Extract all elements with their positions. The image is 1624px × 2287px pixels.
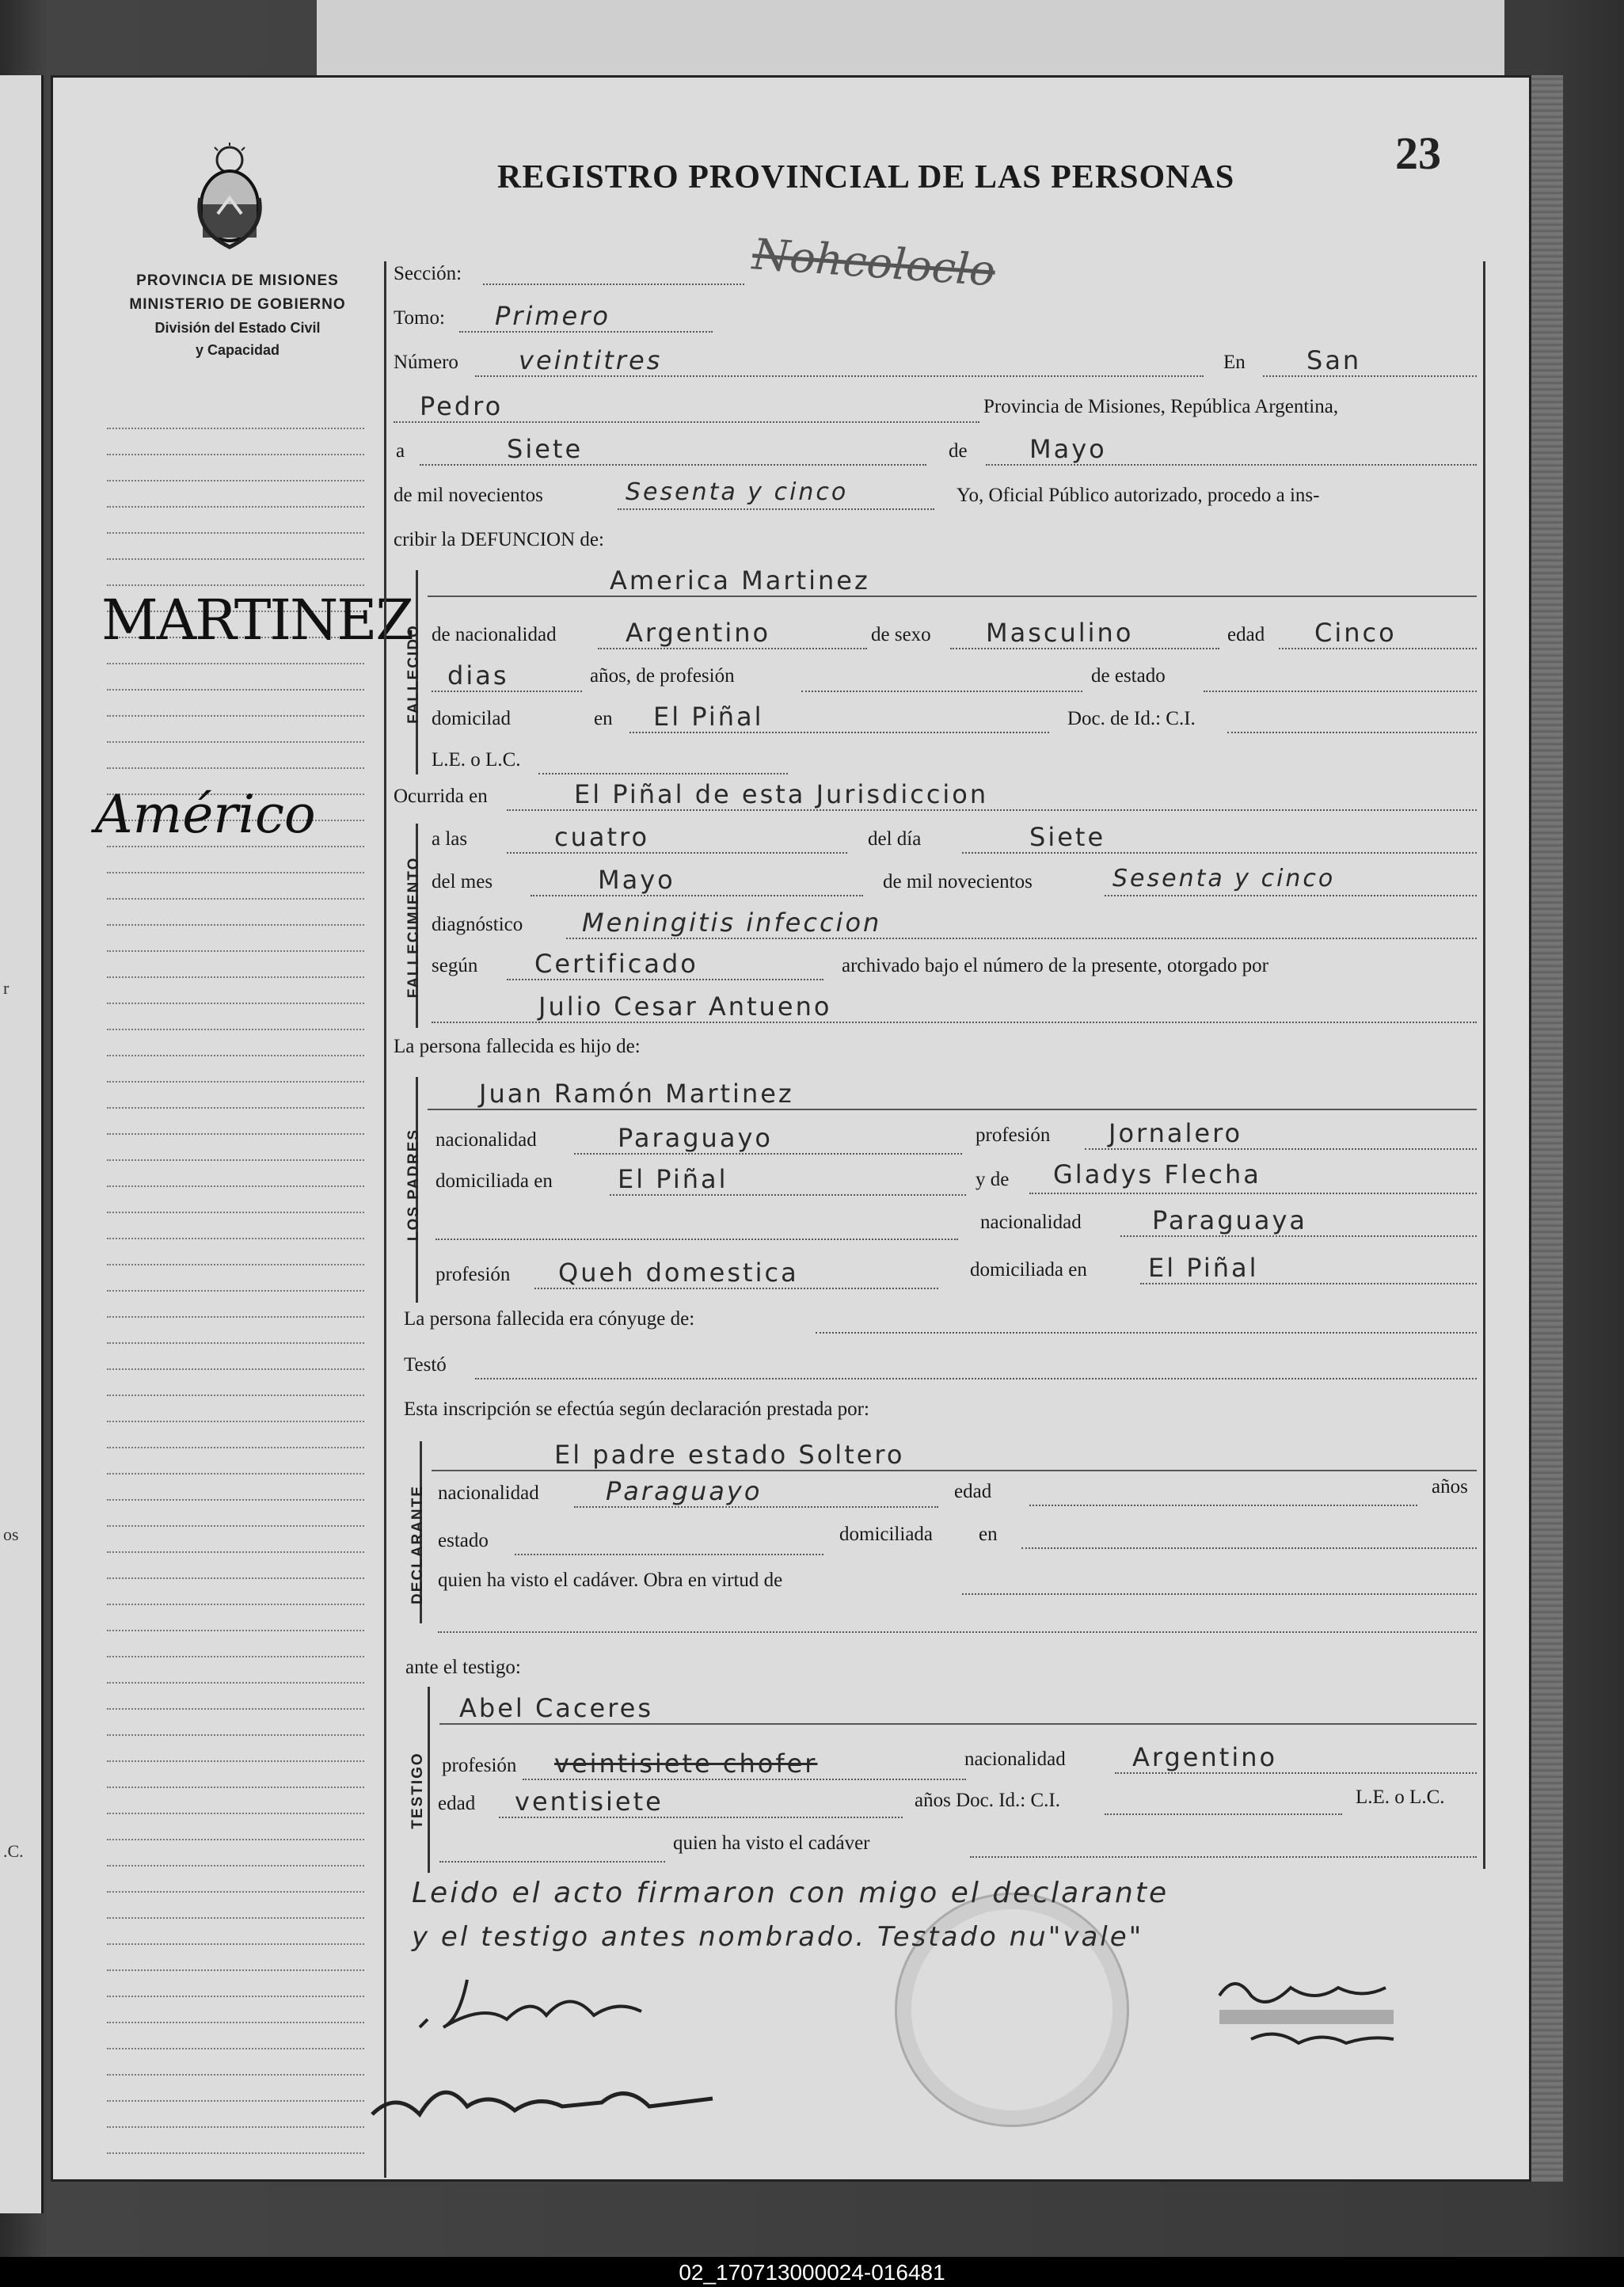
testigo-le-label: L.E. o L.C. <box>1356 1787 1445 1808</box>
form-right-border <box>1483 261 1485 1869</box>
declarante-nacionalidad-label: nacionalidad <box>438 1482 539 1504</box>
fallecido-edad-label: edad <box>1227 624 1265 645</box>
margin-ruled-line <box>107 1421 364 1422</box>
margin-ruled-line <box>107 2022 364 2023</box>
madre-domicilio: El Piñal <box>1148 1253 1259 1283</box>
margin-ruled-line <box>107 1551 364 1553</box>
margin-ruled-line <box>107 1447 364 1448</box>
margin-ruled-line <box>107 1891 364 1893</box>
diagnostico-line <box>566 938 1477 939</box>
fallecido-name-line <box>428 596 1477 597</box>
dia-label: del día <box>868 828 922 850</box>
margin-ruled-line <box>107 428 364 429</box>
fallecimiento-section-label: FALLECIMIENTO <box>405 856 422 999</box>
madre-name: Gladys Flecha <box>1053 1159 1261 1189</box>
coat-of-arms-icon <box>194 143 265 253</box>
book-binding <box>1531 75 1563 2182</box>
day-line <box>420 464 926 466</box>
declarante-estado-line <box>515 1554 823 1555</box>
margin-ruled-line <box>107 1708 364 1710</box>
declarante-name: El padre estado Soltero <box>554 1440 905 1470</box>
padre-profesion-label: profesión <box>976 1124 1051 1146</box>
left-page-fragment: .C. <box>3 1841 24 1861</box>
declarante-cadaver-text: quien ha visto el cadáver. Obra en virtud de <box>438 1570 783 1591</box>
margin-ruled-line <box>107 767 364 769</box>
margin-ruled-line <box>107 1107 364 1109</box>
margin-ruled-line <box>107 1238 364 1239</box>
margin-ruled-line <box>107 2074 364 2076</box>
fallecido-name: America Martinez <box>610 565 870 596</box>
margin-ruled-line <box>107 1917 364 1919</box>
margin-ruled-line <box>107 1316 364 1318</box>
testigo-nacionalidad-line <box>1115 1772 1477 1774</box>
place-value: Pedro <box>420 391 504 421</box>
testigo-section-label: TESTIGO <box>409 1752 426 1829</box>
padre-profesion: Jornalero <box>1109 1118 1243 1148</box>
fallecido-nacionalidad: Argentino <box>626 618 771 648</box>
provincia-text: Provincia de Misiones, República Argentina, <box>983 396 1339 417</box>
margin-ruled-line <box>107 2100 364 2102</box>
place-line <box>394 421 979 423</box>
testigo-name-line <box>439 1723 1477 1725</box>
ante-testigo-text: ante el testigo: <box>405 1657 521 1678</box>
conyuge-text: La persona fallecida era cónyuge de: <box>404 1308 695 1330</box>
left-page-fragment: r <box>3 978 10 998</box>
margin-ruled-line <box>107 1081 364 1083</box>
testigo-edad-line <box>499 1817 903 1818</box>
ocurrida-value: El Piñal de esta Jurisdiccion <box>574 779 989 809</box>
closing-line-1: Leido el acto firmaron con migo el declarante <box>412 1877 1170 1909</box>
oficial-text: Yo, Oficial Público autorizado, procedo a ins- <box>957 485 1320 506</box>
fallecido-nacionalidad-label: de nacionalidad <box>432 624 557 645</box>
margin-ruled-line <box>107 532 364 534</box>
numero-value: veintitres <box>519 345 663 375</box>
fallecido-sexo-line <box>950 648 1219 649</box>
testo-text: Testó <box>404 1354 447 1376</box>
mes-value: Mayo <box>598 865 675 895</box>
margin-ruled-line <box>107 584 364 586</box>
margin-ruled-line <box>107 1734 364 1736</box>
declarante-edad-line <box>1029 1505 1417 1506</box>
month-line <box>986 464 1477 466</box>
padres-section-label: LOS PADRES <box>405 1128 422 1242</box>
declarante-edad-label: edad <box>954 1481 992 1502</box>
form-left-border <box>384 261 386 2178</box>
margin-ruled-line <box>107 1996 364 1997</box>
fallecido-sexo-label: de sexo <box>871 624 931 645</box>
testigo-profesion: veintisiete chofer <box>554 1749 818 1779</box>
seccion-label: Sección: <box>394 263 462 284</box>
margin-ruled-line <box>107 480 364 481</box>
conyuge-line <box>816 1332 1477 1334</box>
ocurrida-line <box>507 809 1477 811</box>
madre-nacionalidad-line <box>1120 1235 1477 1237</box>
medico-value: Julio Cesar Antueno <box>538 991 832 1022</box>
margin-ruled-line <box>107 1813 364 1814</box>
medico-line <box>432 1022 1477 1023</box>
fallecido-domicilio-label: domicilad <box>432 708 511 729</box>
testigo-cadaver-line <box>970 1856 1477 1858</box>
margin-ruled-line <box>107 1368 364 1370</box>
madre-nacionalidad: Paraguaya <box>1152 1205 1307 1235</box>
fallecido-doc-line <box>1227 732 1477 733</box>
segun-value: Certificado <box>534 949 698 979</box>
testigo-edad: ventisiete <box>515 1787 664 1817</box>
fallecido-estado-label: de estado <box>1091 665 1166 687</box>
dia-line <box>962 852 1477 854</box>
de-label: de <box>949 440 968 462</box>
y-de-label: y de <box>976 1169 1010 1190</box>
seccion-line <box>483 283 744 285</box>
margin-ruled-line <box>107 1055 364 1056</box>
declarante-nacionalidad-line <box>574 1506 938 1508</box>
authority-ministry: MINISTERIO DE GOBIERNO <box>129 296 346 313</box>
margin-ruled-line <box>107 663 364 664</box>
page-title: REGISTRO PROVINCIAL DE LAS PERSONAS <box>497 159 1235 196</box>
left-page-fragment: os <box>3 1524 19 1544</box>
diagnostico-value: Meningitis infeccion <box>582 908 882 938</box>
testigo-signature <box>364 2059 728 2130</box>
fallecido-en-label: en <box>594 708 613 729</box>
testigo-name: Abel Caceres <box>459 1693 653 1723</box>
authority-capacity: y Capacidad <box>195 342 280 358</box>
margin-ruled-line <box>107 2048 364 2049</box>
testigo-frame <box>428 1687 430 1873</box>
padre-domicilio: El Piñal <box>618 1164 728 1194</box>
hora-line <box>507 852 847 854</box>
margin-ruled-line <box>107 741 364 743</box>
previous-page-edge <box>317 0 1504 75</box>
official-signature <box>1204 1964 1457 2059</box>
year-line <box>618 508 934 510</box>
madre-domicilio-label: domiciliada en <box>970 1259 1087 1280</box>
margin-ruled-line <box>107 1003 364 1004</box>
testigo-doc-line <box>1105 1813 1342 1815</box>
tomo-value: Primero <box>495 301 610 331</box>
declarante-name-line <box>432 1470 1477 1471</box>
fallecido-domicilio: El Piñal <box>653 702 764 732</box>
margin-ruled-line <box>107 1604 364 1605</box>
fallecido-domicilio-line <box>629 732 1049 733</box>
fallecido-nacionalidad-line <box>598 648 867 649</box>
authority-division: División del Estado Civil <box>154 320 321 336</box>
margin-ruled-line <box>107 689 364 691</box>
dia-value: Siete <box>1029 822 1106 852</box>
margin-ruled-line <box>107 1473 364 1475</box>
padre-nacionalidad-label: nacionalidad <box>435 1129 537 1151</box>
testigo-profesion-label: profesión <box>442 1755 517 1776</box>
anio-value: Sesenta y cinco <box>1112 865 1336 892</box>
testigo-nacionalidad: Argentino <box>1132 1742 1278 1772</box>
margin-ruled-line <box>107 1029 364 1030</box>
fallecido-profesion-line <box>801 691 1082 692</box>
en-line <box>1263 375 1477 377</box>
madre-nacionalidad-label: nacionalidad <box>980 1212 1082 1233</box>
margin-ruled-line <box>107 454 364 455</box>
margin-ruled-line <box>107 1395 364 1396</box>
margin-ruled-line <box>107 1969 364 1971</box>
testigo-cadaver-text: quien ha visto el cadáver <box>673 1832 870 1854</box>
page-number: 23 <box>1395 127 1441 179</box>
margin-ruled-line <box>107 1787 364 1788</box>
testigo-doc-label: años Doc. Id.: C.I. <box>915 1790 1060 1811</box>
mes-label: del mes <box>432 871 493 892</box>
madre-name-line <box>1029 1193 1477 1194</box>
margin-ruled-line <box>107 1682 364 1684</box>
margin-ruled-line <box>107 976 364 978</box>
margin-ruled-line <box>107 506 364 508</box>
anio-label: de mil novecientos <box>883 871 1033 892</box>
declarante-domicilio-line <box>1021 1547 1477 1549</box>
margin-ruled-line <box>107 898 364 900</box>
testo-line <box>475 1378 1477 1379</box>
madre-profesion-line <box>534 1288 938 1289</box>
margin-ruled-line <box>107 1656 364 1657</box>
fallecido-doc-label: Doc. de Id.: C.I. <box>1067 708 1196 729</box>
testigo-nacionalidad-label: nacionalidad <box>964 1749 1066 1770</box>
segun-line <box>507 979 823 980</box>
madre-profesion-label: profesión <box>435 1264 511 1285</box>
margin-ruled-line <box>107 1499 364 1501</box>
numero-line <box>475 375 1204 377</box>
diagnostico-label: diagnóstico <box>432 914 523 935</box>
fallecido-edad-unit: dias <box>447 660 509 691</box>
fallecido-edad-line <box>1279 648 1477 649</box>
month-value: Mayo <box>1029 434 1107 464</box>
margin-ruled-line <box>107 1133 364 1135</box>
declarante-extra-line <box>438 1631 1477 1633</box>
numero-label: Número <box>394 352 458 373</box>
margin-ruled-line <box>107 1264 364 1265</box>
margin-ruled-line <box>107 846 364 847</box>
padre-domicilio-line <box>610 1194 966 1196</box>
padre-nacionalidad: Paraguayo <box>618 1123 773 1153</box>
padre-name-line <box>428 1109 1477 1110</box>
margin-surname: MARTINEZ <box>101 588 413 653</box>
mes-line <box>531 895 863 896</box>
declarante-domicilio-label: domiciliada <box>839 1524 934 1545</box>
declarante-estado-label: estado <box>438 1530 489 1551</box>
margin-ruled-line <box>107 950 364 952</box>
testigo-blank-line <box>439 1861 665 1863</box>
margin-ruled-line <box>107 872 364 873</box>
margin-ruled-line <box>107 1630 364 1631</box>
margin-ruled-line <box>107 924 364 926</box>
tomo-label: Tomo: <box>394 307 445 329</box>
margin-ruled-line <box>107 1159 364 1161</box>
margin-ruled-line <box>107 715 364 717</box>
testigo-profesion-line <box>523 1779 966 1780</box>
padre-profesion-line <box>1085 1148 1477 1150</box>
declarante-section-label: DECLARANTE <box>409 1485 426 1604</box>
file-id-label: 02_170713000024-016481 <box>679 2260 945 2285</box>
margin-ruled-line <box>107 2152 364 2154</box>
declarante-signature <box>412 1972 665 2043</box>
fallecido-edad: Cinco <box>1314 618 1397 648</box>
madre-profesion: Queh domestica <box>558 1258 799 1288</box>
fallecido-le-line <box>538 773 788 774</box>
closing-line-2: y el testigo antes nombrado. Testado nu"vale" <box>412 1921 1144 1953</box>
en-value: San <box>1306 345 1362 375</box>
margin-ruled-line <box>107 1212 364 1213</box>
issuing-authority <box>87 269 388 361</box>
margin-ruled-line <box>107 1577 364 1579</box>
en-label: En <box>1223 352 1246 373</box>
margin-ruled-line <box>107 2126 364 2128</box>
day-value: Siete <box>507 434 584 464</box>
year-label: de mil novecientos <box>394 485 543 506</box>
stamp-mark: Nohcoloclo <box>751 229 997 296</box>
padre-name: Juan Ramón Martinez <box>479 1079 794 1109</box>
margin-ruled-line <box>107 1185 364 1187</box>
declarante-obra-line <box>962 1593 1477 1595</box>
margin-ruled-line <box>107 1760 364 1762</box>
fallecido-section-label: FALLECIDO <box>405 624 422 724</box>
margin-ruled-line <box>107 1290 364 1292</box>
authority-province: PROVINCIA DE MISIONES <box>136 272 339 289</box>
margin-ruled-line <box>107 1839 364 1840</box>
year-value: Sesenta y cinco <box>626 478 849 506</box>
fallecido-profesion-label: años, de profesión <box>590 665 735 687</box>
a-label: a <box>396 440 405 462</box>
padre-domicilio-label: domiciliada en <box>435 1170 553 1192</box>
margin-ruled-line <box>107 1943 364 1945</box>
declarante-nacionalidad: Paraguayo <box>606 1476 763 1506</box>
fallecido-sexo: Masculino <box>986 618 1134 648</box>
padres-blank-line <box>435 1239 958 1240</box>
margin-ruled-line <box>107 1865 364 1867</box>
declarante-en-label: en <box>979 1524 998 1545</box>
fallecido-le-label: L.E. o L.C. <box>432 749 521 771</box>
left-page-edge <box>0 75 44 2213</box>
edad-unit-line <box>432 691 582 692</box>
hora-value: cuatro <box>554 822 650 852</box>
margin-ruled-line <box>107 1525 364 1527</box>
tomo-line <box>459 331 713 333</box>
padre-nacionalidad-line <box>574 1153 962 1155</box>
anio-line <box>1105 895 1477 896</box>
padres-intro: La persona fallecida es hijo de: <box>394 1036 641 1057</box>
hora-label: a las <box>432 828 468 850</box>
madre-domicilio-line <box>1140 1283 1477 1284</box>
margin-first-name: Américo <box>95 784 316 845</box>
margin-ruled-line <box>107 558 364 560</box>
segun-label: según <box>432 955 478 976</box>
archivado-text: archivado bajo el número de la presente, otorgado por <box>842 955 1268 976</box>
declarante-anios-label: años <box>1432 1476 1468 1497</box>
testigo-edad-label: edad <box>438 1793 476 1814</box>
inscribir-text: cribir la DEFUNCION de: <box>394 529 604 550</box>
inscripcion-text: Esta inscripción se efectúa según declaración prestada por: <box>404 1398 869 1420</box>
ocurrida-label: Ocurrida en <box>394 786 488 807</box>
fallecido-estado-line <box>1204 691 1477 692</box>
margin-ruled-line <box>107 1342 364 1344</box>
